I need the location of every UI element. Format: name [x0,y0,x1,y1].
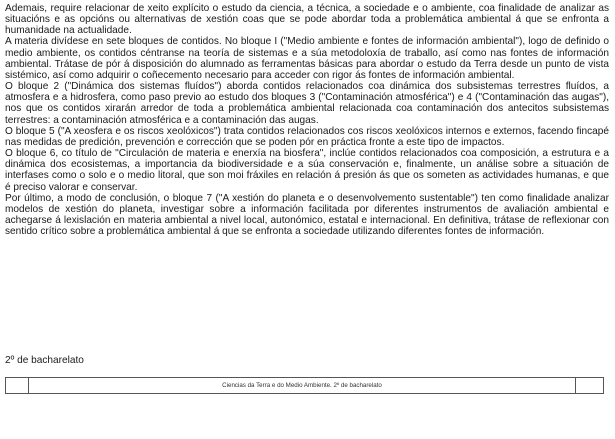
body-text [5,3,609,237]
footer-table [5,377,604,394]
paragraph-block-7: Por último, a modo de conclusión, o bloque 7 ("A xestión do planeta e o desenvolvemento sustentable") ten como finalidade analizar modelos de xestión do planeta, investigar sobre a información facilitada por diferentes instrumentos de avaliación ambiental e achegarse á lexislación en materia ambiental a nivel local, autonómico, estatal e internacional. En definitiva, trátase de reflexionar con sentido crítico sobre a problemática ambiental á que se enfronta a sociedade utilizando diferentes fontes de información. [5,192,609,238]
footer-cell-left [6,378,29,393]
paragraph-block-1: A materia divídese en sete bloques de contidos. No bloque I ("Medio ambiente e fontes de información ambiental"), logo de definido o medio ambiente, os contidos céntranse na teoría de sistemas e a súa metodoloxía de traballo, así como nas fontes de información ambiental. Trátase de pór á disposición do alumnado as ferramentas básicas para abordar o estudo da Terra desde un punto de vista sistémico, así como adquirir o coñecemento necesario para acceder con rigor ás fontes de información ambiental. [5,36,609,81]
course-level-label: 2º de bacharelato [5,355,84,366]
paragraph-block-6: O bloque 6, co título de "Circulación de materia e enerxía na biosfera", inclúe contidos relacionados coa composición, a estrutura e a dinámica dos ecosistemas, a importancia da biodiversidade e a súa conservación e, finalmente, un análise sobre a situación de interfases como o solo e o medio litoral, que son moi fráxiles en relación á presión ás que os someten as actividades humanas, e que é preciso valorar e conservar. [5,148,609,193]
paragraph-blocks-2-4: O bloque 2 ("Dinámica dos sistemas fluídos") aborda contidos relacionados coa dinámica dos subsistemas terrestres fluídos, a atmosfera e a hidrosfera, como paso previo ao estudo dos bloques 3 ("Contaminación atmosférica") e 4 ("Contaminación das augas"), nos que os contidos xirarán arredor de toda a problemática ambiental relacionada coa contaminación dos antecitos subsistemas terrestres: a contaminación atmosférica e a contaminación das augas. [5,81,609,126]
paragraph-intro: Ademais, require relacionar de xeito explícito o estudo da ciencia, a técnica, a sociedade e o ambiente, coa finalidade de analizar as situacións e as opcións ou alternativas de xestión coas que se pode abordar toda a problemática ambiental á que se enfronta a humanidade na actualidade. [5,3,609,37]
footer-cell-right [576,378,603,393]
footer-caption: Ciencias da Terra e do Medio Ambiente. 2º de bacharelato [29,378,576,393]
paragraph-block-5: O bloque 5 ("A xeosfera e os riscos xeolóxicos") trata contidos relacionados cos riscos xeolóxicos internos e externos, facendo fincapé nas medidas de predición, prevención e corrección que se poden pór en práctica fronte a este tipo de impactos. [5,125,609,148]
